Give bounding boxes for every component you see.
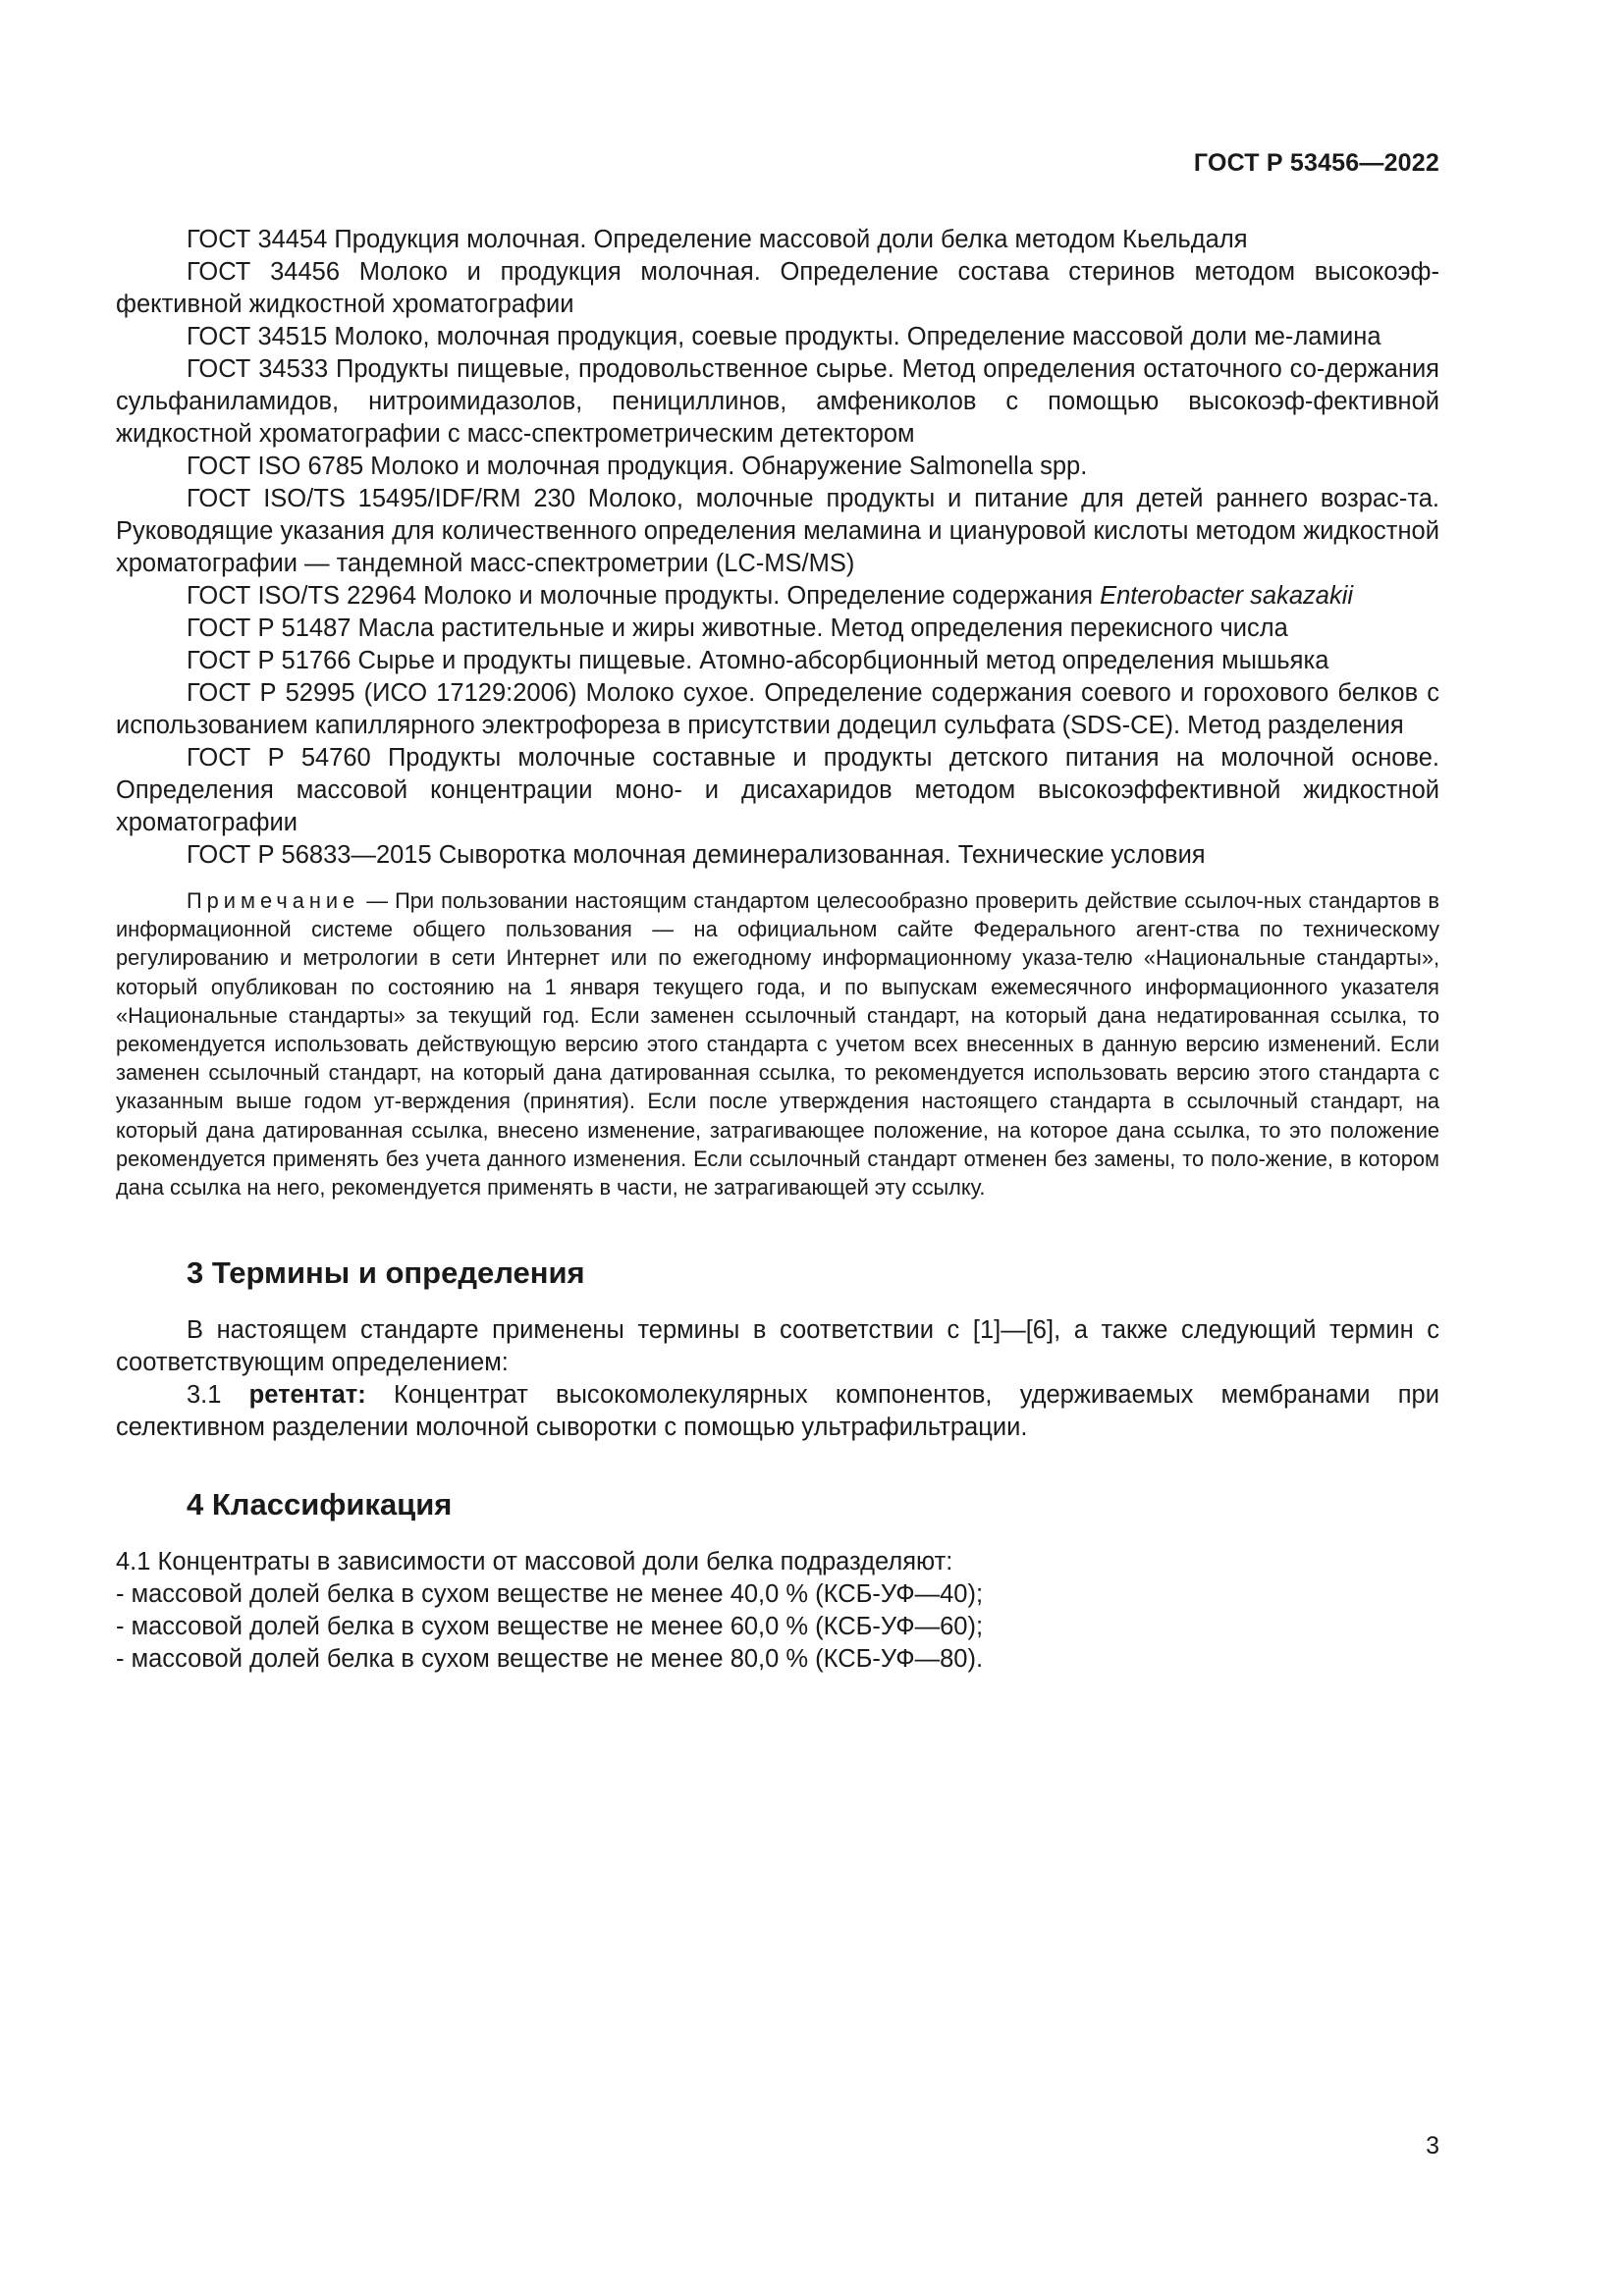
- reference-item: ГОСТ 34456 Молоко и продукция молочная. Определение состава стеринов методом высокоэф-фективной жидкостной хроматографии: [116, 258, 1439, 318]
- page-number: 3: [1426, 2132, 1439, 2160]
- reference-item: ГОСТ 34515 Молоко, молочная продукция, соевые продукты. Определение массовой доли ме-ламина: [187, 323, 1381, 350]
- section-3-intro: В настоящем стандарте применены термины в соответствии с [1]—[6], а также следующий термин с соответствующим определением:: [116, 1316, 1439, 1377]
- reference-item: [116, 580, 1439, 613]
- reference-item: ГОСТ ISO/TS 15495/IDF/RM 230 Молоко, молочные продукты и питание для детей раннего возрас-та. Руководящие указания для количественного определения меламина и циануровой кислоты методом жидкостной хроматографии — тандемной масс-спектрометрии (LC-MS/MS): [116, 485, 1439, 577]
- list-item: - массовой долей белка в сухом веществе не менее 40,0 % (КСБ-УФ—40);: [116, 1580, 984, 1609]
- note-text: — При пользовании настоящим стандартом целесообразно проверить действие ссылоч-ных стандартов в информационной системе общего пользования — на официальном сайте Федерального агент-ства по техническому регулированию и метрологии в сети Интернет или по ежегодному информационному указа-телю «Национальные стандарты», который опубликован по состоянию на 1 января текущего года, и по выпускам ежемесячного информационного указателя «Национальные стандарты» за текущий год. Если заменен ссылочный стандарт, на который дана недатированная ссылка, то рекомендуется использовать действующую версию этого стандарта с учетом всех внесенных в данную версию изменений. Если заменен ссылочный стандарт, на который дана датированная ссылка, то рекомендуется использовать версию этого стандарта с указанным выше годом ут-верждения (принятия). Если после утверждения настоящего стандарта в ссылочный стандарт, на который дана датированная ссылка, внесено изменение, затрагивающее положение, на которое дана ссылка, то это положение рекомендуется применять без учета данного изменения. Если ссылочный стандарт отменен без замены, то поло-жение, в котором дана ссылка на него, рекомендуется применять в части, не затрагивающей эту ссылку.: [116, 888, 1439, 1201]
- term-name: ретентат:: [248, 1381, 366, 1410]
- reference-item: ГОСТ ISO 6785 Молоко и молочная продукция. Обнаружение Salmonella spp.: [187, 453, 1088, 480]
- list-item: - массовой долей белка в сухом веществе не менее 60,0 % (КСБ-УФ—60);: [116, 1613, 984, 1641]
- reference-item: ГОСТ Р 52995 (ИСО 17129:2006) Молоко сухое. Определение содержания соевого и горохового белков с использованием капиллярного электрофореза в присутствии додецил сульфата (SDS-CE). Метод разделения: [116, 679, 1439, 739]
- reference-item: ГОСТ Р 51487 Масла растительные и жиры животные. Метод определения перекисного числа: [187, 614, 1288, 642]
- reference-item: ГОСТ 34454 Продукция молочная. Определение массовой доли белка методом Кьельдаля: [187, 226, 1248, 253]
- reference-item: ГОСТ Р 54760 Продукты молочные составные и продукты детского питания на молочной основе. Определения массовой концентрации моно- и дисахаридов методом высокоэффективной жидкостной хроматографии: [116, 744, 1439, 836]
- term-number: 3.1: [187, 1381, 249, 1410]
- reference-item: ГОСТ Р 51766 Сырье и продукты пищевые. Атомно-абсорбционный метод определения мышьяка: [187, 647, 1329, 674]
- standard-header: ГОСТ Р 53456—2022: [1193, 149, 1439, 177]
- section-4-intro: 4.1 Концентраты в зависимости от массовой доли белка подразделяют:: [116, 1548, 953, 1576]
- term-definition: [116, 1379, 1439, 1444]
- list-item: - массовой долей белка в сухом веществе не менее 80,0 % (КСБ-УФ—80).: [116, 1645, 984, 1674]
- section-3-body: [116, 1314, 1439, 1444]
- section-3-heading: 3 Термины и определения: [187, 1255, 585, 1291]
- note-paragraph: [116, 886, 1439, 1201]
- normative-references-list: [116, 224, 1439, 872]
- section-4-heading: 4 Классификация: [187, 1487, 453, 1522]
- reference-text: ГОСТ ISO/TS 22964 Молоко и молочные продукты. Определение содержания: [187, 582, 1101, 610]
- reference-italic-term: Enterobacter sakazakii: [1100, 582, 1354, 610]
- section-4-body: [116, 1546, 1439, 1676]
- reference-item: ГОСТ 34533 Продукты пищевые, продовольственное сырье. Метод определения остаточного со-держания сульфаниламидов, нитроимидазолов, пенициллинов, амфениколов с помощью высокоэф-фективной жидкостной хроматографии с масс-спектрометрическим детектором: [116, 355, 1439, 448]
- page-content: [116, 224, 1439, 1676]
- note-label: Примечание: [187, 888, 360, 913]
- term-definition-text: Концентрат высокомолекулярных компонентов, удерживаемых мембранами при селективном разделении молочной сыворотки с помощью ультрафильтрации.: [116, 1381, 1439, 1442]
- reference-item: ГОСТ Р 56833—2015 Сыворотка молочная деминерализованная. Технические условия: [187, 841, 1206, 869]
